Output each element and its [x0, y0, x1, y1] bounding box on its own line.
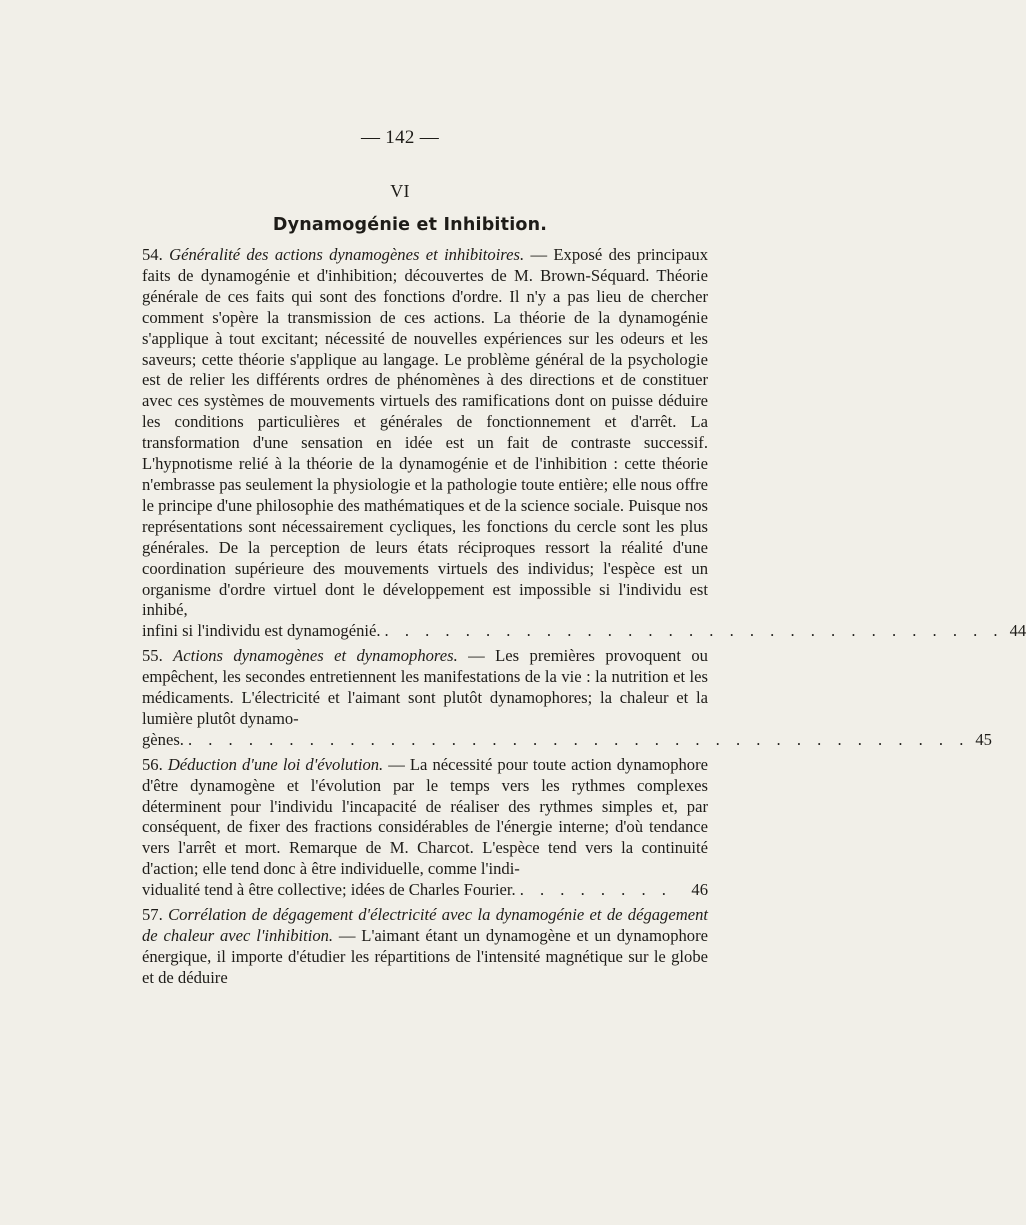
toc-entry-54	[142, 245, 1026, 642]
toc-entry-55	[142, 646, 992, 751]
entry-number: 55.	[142, 646, 163, 666]
dot-leader: . . . . . . . . . . . . . . . . . . . . . . . . . . . . . . . . . . . . . . .	[187, 729, 970, 749]
entry-text: — La nécessité pour toute action dynamophore d'être dynamogène et l'évolution par le temps vers les rythmes complexes déterminent pour l'individu l'incapacité de réaliser des rythmes simples et, par conséquent, de fixer des fractions considérables de l'énergie interne; d'où tendance vers l'arrêt et mort. Remarque de M. Charcot. L'espèce tend vers la continuité d'action; elle tend donc à être individuelle, comme l'indi-	[142, 754, 708, 879]
toc-entry-57	[142, 905, 708, 989]
toc-entry-56	[142, 755, 708, 901]
entry-page-number: 45	[975, 729, 992, 749]
entry-title: Corrélation de dégagement d'électricité avec la dynamogénie et de dégagement de chaleur avec l'inhibition.	[142, 905, 708, 945]
entry-text: — Les premières provoquent ou empêchent, les secondes entretiennent les manifestations de la vie : la nutrition et les médicaments. L'électricité et l'aimant sont plutôt dynamophores; la chaleur et la lumière plutôt dynamo-	[142, 646, 708, 728]
entry-page-number: 46	[691, 880, 708, 900]
entry-last-line: vidualité tend à être collective; idées de Charles Fourier.	[142, 880, 516, 900]
entry-number: 57.	[142, 905, 163, 925]
entry-leader-line	[142, 621, 1026, 642]
table-of-contents	[142, 245, 1026, 993]
entry-number: 56.	[142, 754, 163, 774]
entry-title: Actions dynamogènes et dynamophores.	[173, 646, 458, 666]
entry-leader-line	[142, 729, 992, 751]
entry-last-line: gènes.	[142, 729, 184, 749]
entry-page-number: 44	[1009, 621, 1026, 641]
chapter-number: VI	[390, 181, 410, 201]
entry-title: Généralité des actions dynamogènes et inhibitoires.	[169, 245, 525, 264]
page-number: — 142 —	[360, 127, 440, 148]
entry-title: Déduction d'une loi d'évolution.	[167, 754, 384, 774]
section-title: Dynamogénie et Inhibition.	[272, 215, 548, 235]
entry-text: — Exposé des principaux faits de dynamogénie et d'inhibition; découvertes de M. Brown-Séquard. Théorie générale de ces faits qui sont des fonctions d'ordre. Il n'y a pas lieu de chercher comment s'opère la transmission de ces actions. La théorie de la dynamogénie s'applique à tout excitant; nécessité de nouvelles expériences sur les odeurs et les saveurs; cette théorie s'applique au langage. Le problème général de la psychologie est de relier les différents ordres de phénomènes à des directions et de constituer avec ces systèmes de mouvements virtuels des ramifications dont on puisse déduire les conditions particulières et générales de fonctionnement et d'arrêt. La transformation d'une sensation en idée est un fait de contraste successif. L'hypnotisme relié à la théorie de la dynamogénie et de l'inhibition : cette théorie n'embrasse pas seulement la physiologie et la pathologie toute entière; elle nous offre le principe d'une philosophie des mathématiques et de la science sociale. Puisque nos représentations sont nécessairement cycliques, les fonctions du cercle sont les plus générales. De la perception de leurs états réciproques ressort la réalité d'une coordination supérieure des mouvements virtuels des individus; l'espèce est un organisme d'ordre virtuel dont le développement est impossible si l'individu est inhibé,	[142, 245, 708, 620]
dot-leader: . . . . . . . . . . . . . . . . . . . . . . . . . . . . . . .	[384, 621, 1004, 641]
entry-last-line: infini si l'individu est dynamogénié.	[142, 621, 381, 641]
entry-leader-line	[142, 880, 708, 901]
dot-leader: . . . . . . . .	[519, 880, 672, 900]
entry-text: — L'aimant étant un dynamogène et un dynamophore énergique, il importe d'étudier les répartitions de l'intensité magnétique sur le globe et de déduire	[142, 926, 708, 987]
entry-number: 54.	[142, 245, 163, 264]
